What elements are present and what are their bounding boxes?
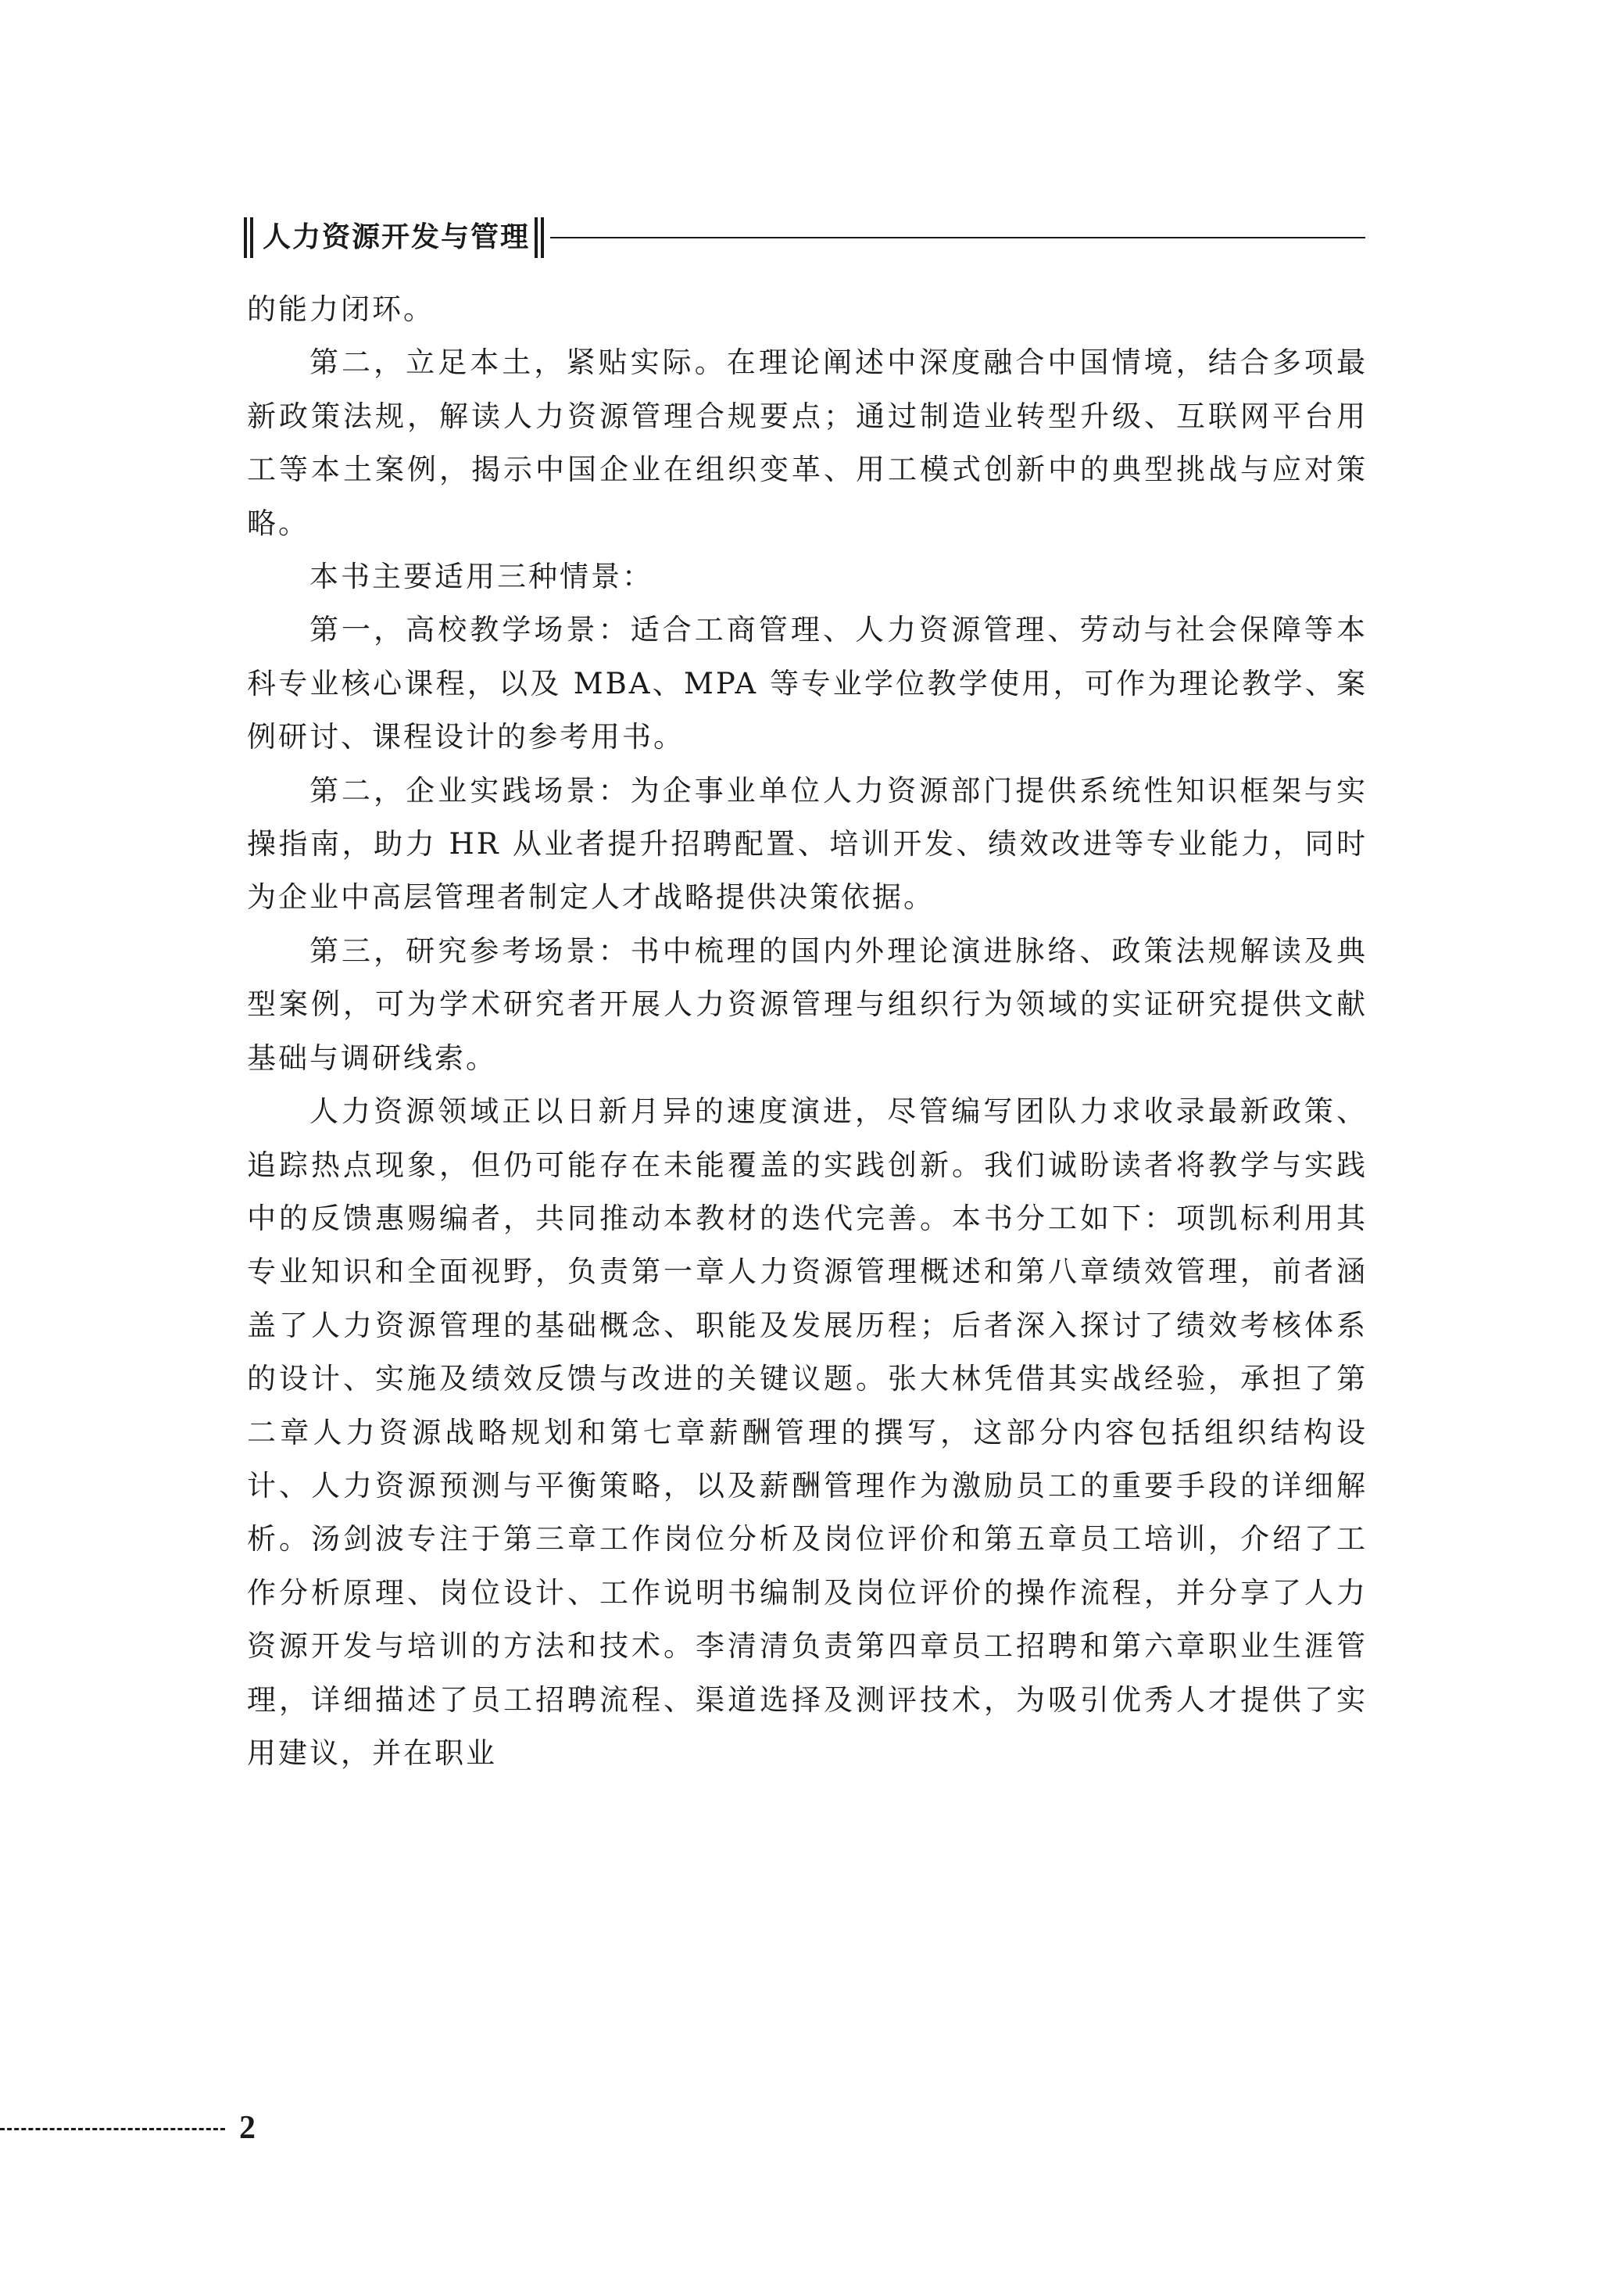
paragraph: 人力资源领域正以日新月异的速度演进，尽管编写团队力求收录最新政策、追踪热点现象，但仍可能存在未能覆盖的实践创新。我们诚盼读者将教学与实践中的反馈惠赐编者，共同推动本教材的迭代完善。本书分工如下：项凯标利用其专业知识和全面视野，负责第一章人力资源管理概述和第八章绩效管理，前者涵盖了人力资源管理的基础概念、职能及发展历程；后者深入探讨了绩效考核体系的设计、实施及绩效反馈与改进的关键议题。张大林凭借其实战经验，承担了第二章人力资源战略规划和第七章薪酬管理的撰写，这部分内容包括组织结构设计、人力资源预测与平衡策略，以及薪酬管理作为激励员工的重要手段的详细解析。汤剑波专注于第三章工作岗位分析及岗位评价和第五章员工培训，介绍了工作分析原理、岗位设计、工作说明书编制及岗位评价的操作流程，并分享了人力资源开发与培训的方法和技术。李清清负责第四章员工招聘和第六章职业生涯管理，详细描述了员工招聘流程、渠道选择及测评技术，为吸引优秀人才提供了实用建议，并在职业 — [247, 1094, 1368, 1770]
paragraph: 第二，企业实践场景：为企事业单位人力资源部门提供系统性知识框架与实操指南，助力 HR 从业者提升招聘配置、培训开发、绩效改进等专业能力，同时为企业中高层管理者制定人才战略提供决策依据。 — [247, 773, 1368, 915]
page-footer — [0, 2104, 281, 2151]
footer-dotted-rule — [0, 2128, 225, 2130]
header-right-bar — [535, 217, 538, 258]
header-left-bar — [250, 217, 253, 258]
header-right-bar — [541, 217, 544, 258]
body-text — [247, 283, 1368, 1780]
paragraph: 第二，立足本土，紧贴实际。在理论阐述中深度融合中国情境，结合多项最新政策法规，解读人力资源管理合规要点；通过制造业转型升级、互联网平台用工等本土案例，揭示中国企业在组织变革、用工模式创新中的典型挑战与应对策略。 — [247, 346, 1368, 540]
page-number: 2 — [239, 2110, 256, 2146]
paragraph: 第一，高校教学场景：适合工商管理、人力资源管理、劳动与社会保障等本科专业核心课程，以及 MBA、MPA 等专业学位教学使用，可作为理论教学、案例研讨、课程设计的参考用书。 — [247, 613, 1368, 754]
paragraph: 的能力闭环。 — [247, 292, 435, 326]
header-rule — [550, 237, 1365, 238]
paragraph: 本书主要适用三种情景： — [309, 560, 653, 594]
header-left-bar — [244, 217, 247, 258]
book-title: 人力资源开发与管理 — [263, 221, 531, 253]
paragraph: 第三，研究参考场景：书中梳理的国内外理论演进脉络、政策法规解读及典型案例，可为学术研究者开展人力资源管理与组织行为领域的实证研究提供文献基础与调研线索。 — [247, 933, 1368, 1075]
running-header — [244, 211, 1365, 266]
